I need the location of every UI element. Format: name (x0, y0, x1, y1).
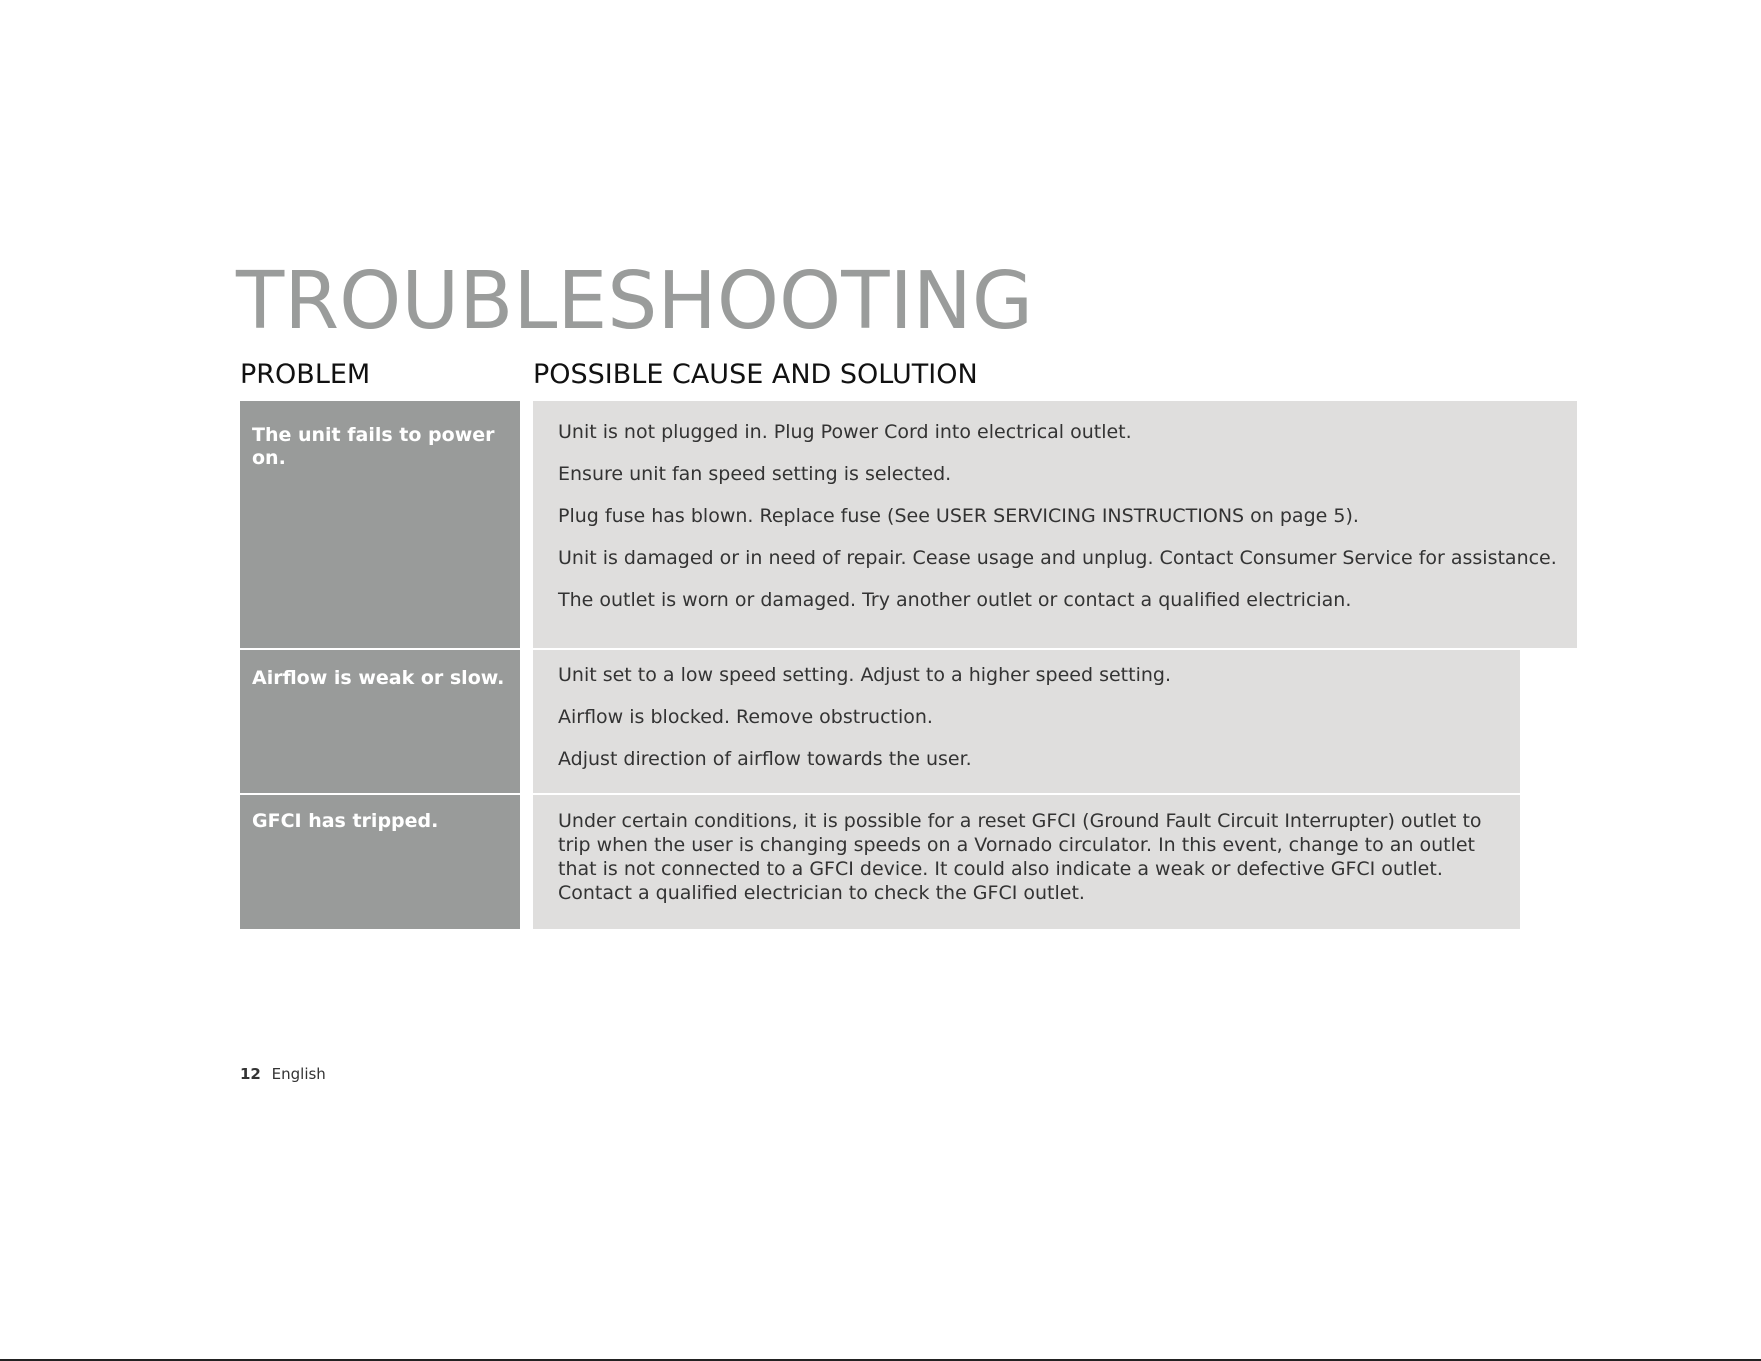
troubleshooting-table (240, 401, 1557, 929)
solution-cell (533, 650, 1520, 793)
problem-cell: Airflow is weak or slow. (240, 650, 520, 793)
solution-item: Ensure unit fan speed setting is selected. (558, 463, 952, 485)
solution-item: Unit is not plugged in. Plug Power Cord into electrical outlet. (558, 421, 1132, 443)
solution-item: Unit set to a low speed setting. Adjust to a higher speed setting. (558, 664, 1172, 686)
solution-item: Unit is damaged or in need of repair. Cease usage and unplug. Contact Consumer Service for assistance. (558, 547, 1557, 569)
solution-column-header: POSSIBLE CAUSE AND SOLUTION (533, 359, 978, 390)
problem-cell: GFCI has tripped. (240, 795, 520, 929)
solution-item: Airflow is blocked. Remove obstruction. (558, 706, 933, 728)
table-row (240, 795, 1520, 929)
solution-item: Under certain conditions, it is possible for a reset GFCI (Ground Fault Circuit Interrupter) outlet to trip when the user is changing speeds on a Vornado circulator. In this event, change to an outlet that is not connected to a GFCI device. It could also indicate a weak or defective GFCI outlet. Contact a qualified electrician to check the GFCI outlet. (558, 810, 1482, 904)
solution-item: Plug fuse has blown. Replace fuse (See USER SERVICING INSTRUCTIONS on page 5). (558, 505, 1359, 527)
problem-cell: The unit fails to power on. (240, 401, 520, 648)
page-footer (240, 1065, 326, 1083)
solution-item: Adjust direction of airflow towards the user. (558, 748, 972, 770)
language-label: English (271, 1065, 326, 1083)
page-title: TROUBLESHOOTING (236, 255, 1034, 347)
solution-cell (533, 795, 1520, 929)
problem-column-header: PROBLEM (240, 359, 371, 390)
table-row (240, 650, 1520, 793)
solution-item: The outlet is worn or damaged. Try another outlet or contact a qualified electrician. (558, 589, 1352, 611)
table-row (240, 401, 1557, 648)
page-number: 12 (240, 1065, 261, 1083)
solution-cell (533, 401, 1577, 648)
